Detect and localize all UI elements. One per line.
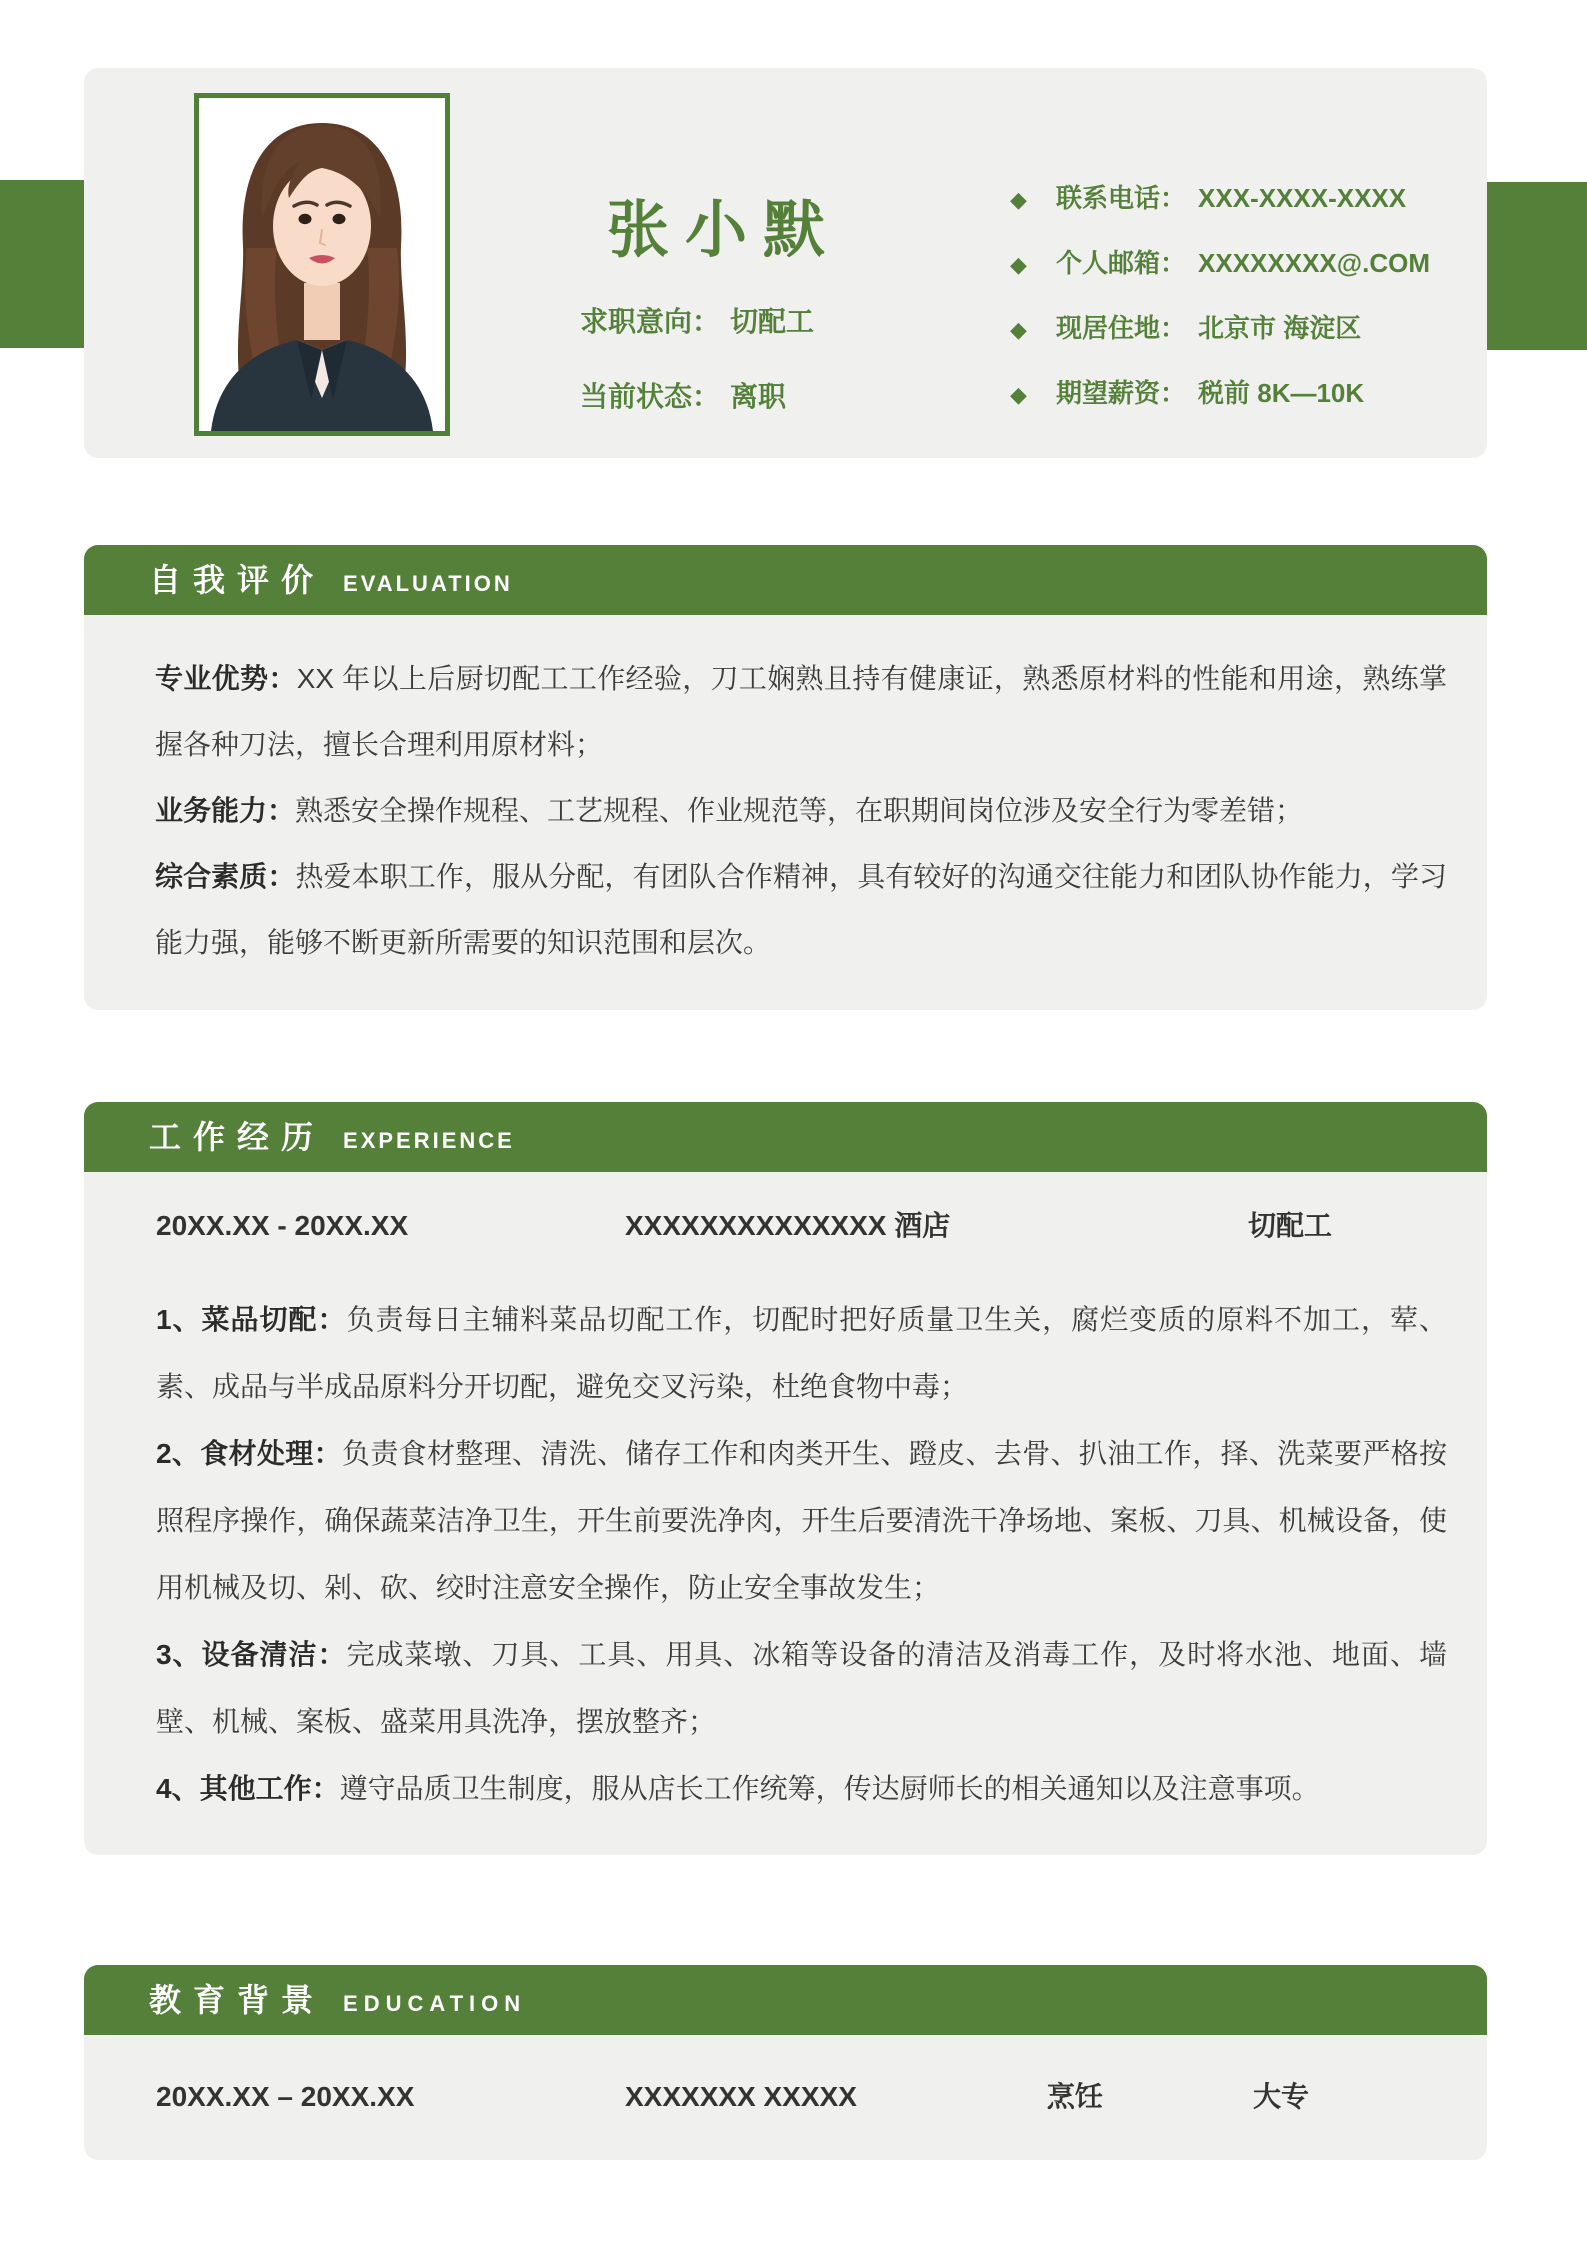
item-label: 3、设备清洁： <box>156 1639 347 1670</box>
education-row <box>156 2072 1447 2122</box>
contact-label: 联系电话： <box>1056 183 1187 213</box>
contact-value: 税前 8K—10K <box>1198 378 1365 408</box>
duty-item <box>156 1286 1447 1420</box>
duty-item <box>156 1420 1447 1621</box>
section-title-zh: 教育背景 <box>149 1982 326 2018</box>
item-text: 遵守品质卫生制度，服从店长工作统筹，传达厨师长的相关通知以及注意事项。 <box>339 1773 1320 1804</box>
job-intent-value: 切配工 <box>730 306 815 337</box>
section-title-en: EDUCATION <box>343 1991 527 2016</box>
item-label: 4、其他工作： <box>156 1773 340 1804</box>
section-title-zh: 工作经历 <box>149 1119 326 1155</box>
experience-row <box>156 1190 1447 1262</box>
left-green-ribbon <box>0 180 84 348</box>
current-status-value: 离职 <box>730 381 787 412</box>
item-text: 负责每日主辅料菜品切配工作，切配时把好质量卫生关，腐烂变质的原料不加工，荤、素、成品与半成品原料分开切配，避免交叉污染，杜绝食物中毒； <box>156 1304 1447 1402</box>
contact-value: XXXXXXXX@.COM <box>1198 248 1430 278</box>
contact-value: 北京市 海淀区 <box>1198 313 1362 343</box>
education-period: 20XX.XX – 20XX.XX <box>156 2081 415 2112</box>
experience-company: XXXXXXXXXXXXXX 酒店 <box>625 1210 951 1241</box>
duty-item <box>156 1621 1447 1755</box>
diamond-icon: ◆ <box>1010 187 1027 212</box>
evaluation-body <box>84 615 1487 1010</box>
contact-item-phone <box>1010 178 1406 215</box>
education-header-bar <box>84 1965 1487 2035</box>
diamond-icon: ◆ <box>1010 382 1027 407</box>
experience-position: 切配工 <box>1248 1210 1333 1241</box>
right-green-ribbon <box>1486 182 1587 350</box>
job-intent-label: 求职意向： <box>580 306 721 337</box>
portrait-frame <box>194 93 450 436</box>
item-text: 完成菜墩、刀具、工具、用具、冰箱等设备的清洁及消毒工作，及时将水池、地面、墙壁、机械、案板、盛菜用具洗净，摆放整齐； <box>156 1639 1447 1737</box>
contact-item-address <box>1010 308 1361 345</box>
education-degree: 大专 <box>1253 2081 1310 2112</box>
profile-card <box>84 68 1487 458</box>
section-title-zh: 自我评价 <box>149 562 326 598</box>
section-experience <box>84 1102 1487 1855</box>
item-label: 1、菜品切配： <box>156 1304 347 1335</box>
section-evaluation <box>84 545 1487 1010</box>
item-text: 熟悉安全操作规程、工艺规程、作业规范等，在职期间岗位涉及安全行为零差错； <box>295 795 1304 826</box>
contact-label: 期望薪资： <box>1056 378 1187 408</box>
contact-label: 个人邮箱： <box>1056 248 1187 278</box>
contact-value: XXX-XXXX-XXXX <box>1198 183 1407 213</box>
evaluation-item <box>155 778 1447 844</box>
item-label: 专业优势： <box>155 663 297 694</box>
diamond-icon: ◆ <box>1010 252 1027 277</box>
current-status-line <box>580 375 786 415</box>
diamond-icon: ◆ <box>1010 317 1027 342</box>
evaluation-item <box>155 844 1447 976</box>
current-status-label: 当前状态： <box>580 381 721 412</box>
portrait-photo <box>199 98 445 431</box>
section-education <box>84 1965 1487 2160</box>
experience-period: 20XX.XX - 20XX.XX <box>156 1210 409 1241</box>
section-title-en: EVALUATION <box>343 571 513 596</box>
duty-item <box>156 1755 1447 1822</box>
item-text: 负责食材整理、清洗、储存工作和肉类开生、蹬皮、去骨、扒油工作，择、洗菜要严格按照程序操作，确保蔬菜洁净卫生，开生前要洗净肉，开生后要清洗干净场地、案板、刀具、机械设备，使用机械及切、剁、砍、绞时注意安全操作，防止安全事故发生； <box>156 1438 1447 1603</box>
section-title-en: EXPERIENCE <box>343 1128 515 1153</box>
education-body <box>84 2035 1487 2160</box>
item-text: XX 年以上后厨切配工工作经验，刀工娴熟且持有健康证，熟悉原材料的性能和用途，熟练掌握各种刀法，擅长合理利用原材料； <box>155 663 1447 760</box>
item-label: 综合素质： <box>155 861 296 892</box>
evaluation-header-bar <box>84 545 1487 615</box>
evaluation-item <box>155 646 1447 778</box>
contact-item-salary <box>1010 373 1364 410</box>
contact-item-email <box>1010 243 1430 280</box>
item-label: 业务能力： <box>155 795 296 826</box>
contact-label: 现居住地： <box>1056 313 1187 343</box>
item-text: 热爱本职工作，服从分配，有团队合作精神，具有较好的沟通交往能力和团队协作能力，学习能力强，能够不断更新所需要的知识范围和层次。 <box>155 861 1447 958</box>
experience-header-bar <box>84 1102 1487 1172</box>
education-school: XXXXXXX XXXXX <box>625 2081 857 2112</box>
experience-body <box>84 1172 1487 1855</box>
job-intent-line <box>580 300 814 340</box>
item-label: 2、食材处理： <box>156 1438 342 1469</box>
person-name: 张小默 <box>607 196 842 265</box>
education-major: 烹饪 <box>1047 2081 1104 2112</box>
